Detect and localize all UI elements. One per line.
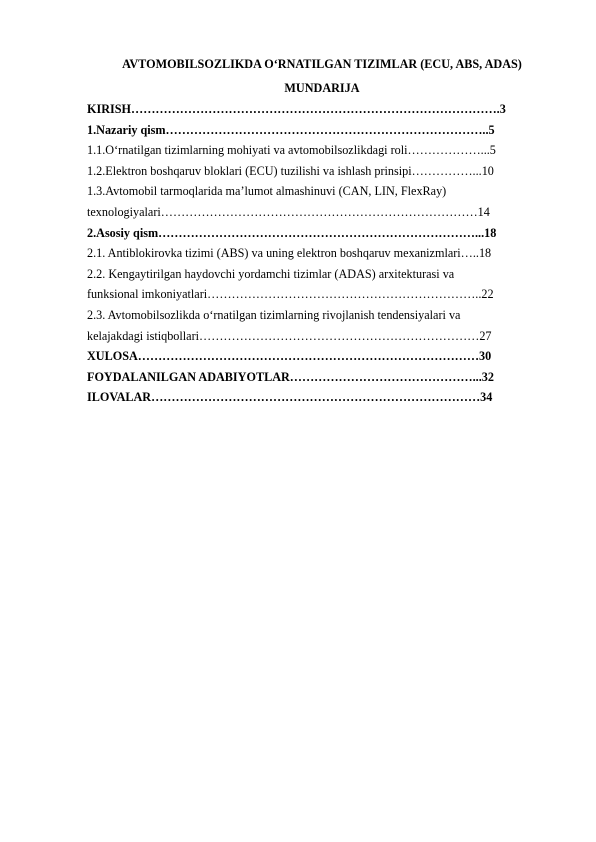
document-title: AVTOMOBILSOZLIKDA O‘RNATILGAN TIZIMLAR (ECU, ABS, ADAS) bbox=[122, 57, 522, 71]
toc-entry-ilovalar: ILOVALAR………………………………………………………………………34 bbox=[87, 390, 493, 405]
document-page bbox=[87, 56, 557, 408]
toc-entry-1-2: 1.2.Elektron boshqaruv bloklari (ECU) tuzilishi va ishlash prinsipi……………...10 bbox=[87, 163, 494, 178]
toc-entry-2-3: 2.3. Avtomobilsozlikda o‘rnatilgan tizimlarning rivojlanish tendensiyalari va bbox=[87, 307, 461, 322]
toc-entry-1-1: 1.1.O‘rnatilgan tizimlarning mohiyati va avtomobilsozlikdagi roli………………...5 bbox=[87, 143, 496, 158]
toc-entry-1-3: 1.3.Avtomobil tarmoqlarida ma’lumot almashinuvi (CAN, LIN, FlexRay) bbox=[87, 184, 447, 199]
table-of-contents bbox=[87, 99, 557, 408]
toc-entry-xulosa: XULOSA…………………………………………………………………………30 bbox=[87, 349, 492, 364]
toc-entry-nazariy-qism: 1.Nazariy qism……………………………………………………………………..5 bbox=[87, 122, 495, 137]
toc-entry-adabiyotlar: FOYDALANILGAN ADABIYOTLAR………………………………………...32 bbox=[87, 369, 494, 384]
toc-entry-2-3-continued: kelajakdagi istiqbollari……………………………………………………………27 bbox=[87, 328, 492, 343]
toc-entry-2-1: 2.1. Antiblokirovka tizimi (ABS) va uning elektron boshqaruv mexanizmlari…..18 bbox=[87, 246, 492, 261]
toc-entry-2-2-continued: funksional imkoniyatlari…………………………………………………………..22 bbox=[87, 287, 494, 302]
toc-entry-1-3-continued: texnologiyalari……………………………………………………………………14 bbox=[87, 204, 490, 219]
toc-entry-asosiy-qism: 2.Asosiy qism……………………………………………………………………...18 bbox=[87, 225, 497, 240]
toc-entry-2-2: 2.2. Kengaytirilgan haydovchi yordamchi tizimlar (ADAS) arxitekturasi va bbox=[87, 266, 455, 281]
toc-heading: MUNDARIJA bbox=[284, 81, 360, 95]
toc-entry-kirish: KIRISH……………………………………………………………………………….3 bbox=[87, 102, 506, 116]
